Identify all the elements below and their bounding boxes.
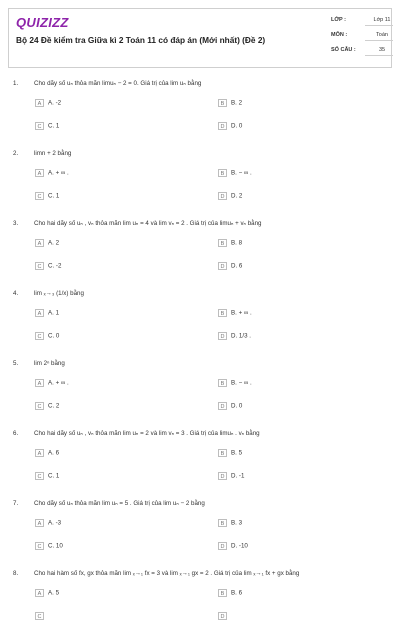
option-text: C. 0 [48,332,60,340]
option-text: C. 1 [48,472,60,480]
option-text: C. -2 [48,262,62,270]
option-text: D. -1 [231,472,245,480]
answer-option[interactable] [35,612,48,620]
option-letter-box: C [35,472,44,480]
answer-option[interactable] [35,192,59,200]
question-text: Cho hai hàm số fx, gx thỏa mãn lim ₓ→₁ fx = 3 và lim ₓ→₁ gx = 2 . Giá trị của lim ₓ→₁ fx + gx bằng [34,570,300,577]
answer-option[interactable] [35,542,63,550]
question-text: Cho hai dãy số uₙ , vₙ thỏa mãn lim uₙ = 2 và lim vₙ = 3 . Giá trị của limuₙ . vₙ bằng [34,430,260,437]
answer-option[interactable] [35,122,59,130]
question-text: Cho dãy số uₙ thỏa mãn lim uₙ = 5 . Giá trị của lim uₙ − 2 bằng [34,500,205,507]
question-number: 5. [13,360,19,367]
option-letter-box: B [218,589,227,597]
option-letter-box: C [35,542,44,550]
answer-option[interactable] [218,332,251,340]
option-letter-box: C [35,192,44,200]
answer-option[interactable] [35,589,59,597]
option-letter-box: C [35,612,44,620]
option-letter-box: B [218,379,227,387]
option-text: B. 5 [231,449,243,457]
answer-option[interactable] [218,542,248,550]
option-text: B. + ∞ . [231,309,252,317]
option-letter-box: B [218,169,227,177]
answer-option[interactable] [218,239,242,247]
option-text: C. 2 [48,402,60,410]
option-text: C. 1 [48,192,60,200]
option-text: C. 10 [48,542,63,550]
option-letter-box: D [218,542,227,550]
option-text: A. 6 [48,449,60,457]
meta-underline [365,40,393,41]
question-text: Cho dãy số uₙ thỏa mãn limuₙ − 2 = 0. Giá trị của lim uₙ bằng [34,80,202,87]
option-text: D. 6 [231,262,243,270]
answer-option[interactable] [218,402,242,410]
option-letter-box: B [218,449,227,457]
option-letter-box: C [35,402,44,410]
option-letter-box: B [218,239,227,247]
meta-value: Lớp 11 [373,17,391,23]
answer-option[interactable] [35,472,59,480]
answer-option[interactable] [35,239,59,247]
question-text: Cho hai dãy số uₙ , vₙ thỏa mãn lim uₙ = 4 và lim vₙ = 2 . Giá trị của limuₙ + vₙ bằng [34,220,262,227]
answer-option[interactable] [218,262,242,270]
answer-option[interactable] [218,192,242,200]
page-title: Bộ 24 Đề kiểm tra Giữa kì 2 Toán 11 có đáp án (Mới nhất) (Đề 2) [16,35,266,45]
meta-underline [365,25,393,26]
option-letter-box: D [218,262,227,270]
option-letter-box: D [218,612,227,620]
worksheet-header [8,8,392,68]
option-letter-box: C [35,332,44,340]
answer-option[interactable] [218,309,252,317]
option-letter-box: D [218,122,227,130]
option-letter-box: A [35,379,44,387]
answer-option[interactable] [218,612,231,620]
option-letter-box: A [35,449,44,457]
option-text: C. 1 [48,122,60,130]
option-text: B. 8 [231,239,243,247]
option-text: A. 5 [48,589,60,597]
question-number: 2. [13,150,19,157]
option-text: B. 3 [231,519,243,527]
question-text: lim 2ⁿ bằng [34,360,65,367]
answer-option[interactable] [35,99,61,107]
option-text: B. − ∞ . [231,379,252,387]
answer-option[interactable] [218,169,252,177]
option-text: A. -2 [48,99,62,107]
option-letter-box: D [218,192,227,200]
answer-option[interactable] [218,472,244,480]
answer-option[interactable] [35,332,59,340]
option-letter-box: B [218,519,227,527]
answer-option[interactable] [218,122,242,130]
option-letter-box: A [35,239,44,247]
option-text: A. + ∞ . [48,169,69,177]
answer-option[interactable] [35,519,61,527]
question-text: lim ₓ→₃ (1/x) bằng [34,290,84,297]
option-text: A. + ∞ . [48,379,69,387]
meta-label: LỚP : [331,17,346,23]
meta-underline [365,55,393,56]
option-text: A. -3 [48,519,62,527]
option-text: B. 2 [231,99,243,107]
meta-value: 35 [378,47,386,53]
option-letter-box: B [218,309,227,317]
option-letter-box: A [35,309,44,317]
quizizz-logo: QUIZIZZ [16,15,69,30]
option-text: A. 1 [48,309,60,317]
meta-label: SỐ CÂU : [331,47,356,53]
answer-option[interactable] [35,309,59,317]
option-text: B. − ∞ . [231,169,252,177]
option-letter-box: C [35,262,44,270]
option-text: D. -10 [231,542,248,550]
option-text: D. 2 [231,192,243,200]
option-letter-box: C [35,122,44,130]
question-text: limn + 2 bằng [34,150,72,157]
answer-option[interactable] [218,589,242,597]
answer-option[interactable] [35,379,69,387]
answer-option[interactable] [218,99,242,107]
meta-value: Toán [376,32,388,38]
option-letter-box: D [218,472,227,480]
question-number: 4. [13,290,19,297]
option-letter-box: A [35,169,44,177]
option-text: B. 6 [231,589,243,597]
question-number: 1. [13,80,19,87]
option-letter-box: A [35,99,44,107]
option-letter-box: D [218,402,227,410]
option-letter-box: A [35,589,44,597]
option-letter-box: D [218,332,227,340]
option-text: A. 2 [48,239,60,247]
option-text: D. 0 [231,402,243,410]
answer-option[interactable] [218,519,242,527]
answer-option[interactable] [35,449,59,457]
answer-option[interactable] [218,379,252,387]
question-number: 8. [13,570,19,577]
answer-option[interactable] [35,262,61,270]
question-number: 3. [13,220,19,227]
answer-option[interactable] [218,449,242,457]
meta-label: MÔN : [331,32,348,38]
answer-option[interactable] [35,169,69,177]
option-text: D. 0 [231,122,243,130]
answer-option[interactable] [35,402,59,410]
option-letter-box: B [218,99,227,107]
question-number: 6. [13,430,19,437]
option-letter-box: A [35,519,44,527]
question-number: 7. [13,500,19,507]
option-text: D. 1/3 . [231,332,251,340]
